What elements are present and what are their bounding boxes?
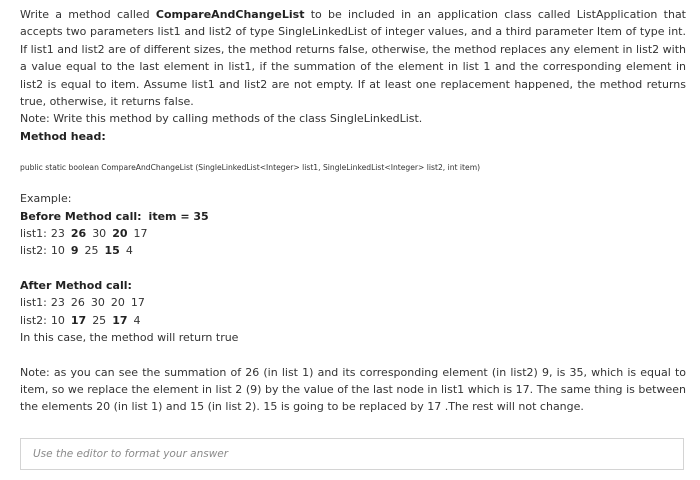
method-head-label: Method head:: [20, 129, 106, 143]
method-signature: public static boolean CompareAndChangeList (SingleLinkedList<Integer> list1, SingleLinkedList<Integer> list2, int item): [20, 163, 481, 173]
list-value: 10: [50, 244, 65, 258]
method-name: CompareAndChangeList: [155, 8, 305, 21]
intro-text: Write a method called: [20, 8, 156, 21]
item-value: item = 35: [148, 209, 209, 223]
list-value: 20: [112, 227, 128, 241]
list-label: list2:: [20, 313, 47, 327]
example-label: Example:: [20, 192, 72, 206]
list-value: 30: [90, 296, 105, 310]
list-value: 9: [70, 244, 79, 258]
after-call-label: After Method call:: [20, 278, 132, 292]
question-content: [20, 6, 686, 416]
explanation-note: Note: as you can see the summation of 26 (in list 1) and its corresponding element (in list2) 9, is 35, which is equal to item, so we replace the element in list 2 (9) by the value of the last node in list1 which is 17. The same thing is between the elements 20 (in list 1) and 15 (in list 2). 15 is going to be replaced by 17 .The rest will not change.: [20, 365, 686, 414]
list-label: list1:: [20, 227, 47, 241]
after-list2: [20, 312, 686, 329]
list-label: list2:: [20, 244, 47, 258]
list-value: 10: [50, 313, 65, 327]
list-value: 30: [92, 227, 107, 241]
list-value: 17: [112, 313, 128, 327]
list-value: 23: [50, 296, 65, 310]
note-line: Note: Write this method by calling methods of the class SingleLinkedList.: [20, 112, 423, 126]
list-value: 26: [70, 296, 85, 310]
list-value: 17: [70, 313, 87, 327]
before-list2: [20, 242, 686, 259]
list-value: 17: [130, 296, 145, 310]
editor-placeholder: Use the editor to format your answer: [33, 448, 229, 460]
intro-text-rest: to be included in an application class called ListApplication that accepts two parameters list1 and list2 of type SingleLinkedList of integer values, and a third parameter Item of type int. If list1 and list2 are of different sizes, the method returns false, otherwise, the method replaces any element in list2 with a value equal to the last element in list1, if the summation of the element in list 1 and the corresponding element in list2 is equal to item. Assume list1 and list2 are not empty. If at least one replacement happened, the method returns true, otherwise, it returns false.: [20, 8, 686, 109]
question-description: [20, 6, 686, 110]
return-text: In this case, the method will return true: [20, 331, 239, 345]
list-value: 25: [84, 244, 99, 258]
before-call-label: Before Method call:: [20, 209, 142, 223]
list-value: 20: [110, 296, 125, 310]
list-label: list1:: [20, 296, 47, 310]
after-list1: [20, 294, 686, 311]
list-value: 15: [104, 244, 120, 258]
before-call-line: [20, 208, 686, 225]
list-value: 17: [133, 227, 148, 241]
before-list1: [20, 225, 686, 242]
list-value: 25: [92, 313, 107, 327]
list-value: 4: [125, 244, 133, 258]
list-value: 26: [70, 227, 87, 241]
list-value: 23: [50, 227, 65, 241]
list-value: 4: [133, 313, 141, 327]
answer-editor[interactable]: [20, 438, 684, 470]
